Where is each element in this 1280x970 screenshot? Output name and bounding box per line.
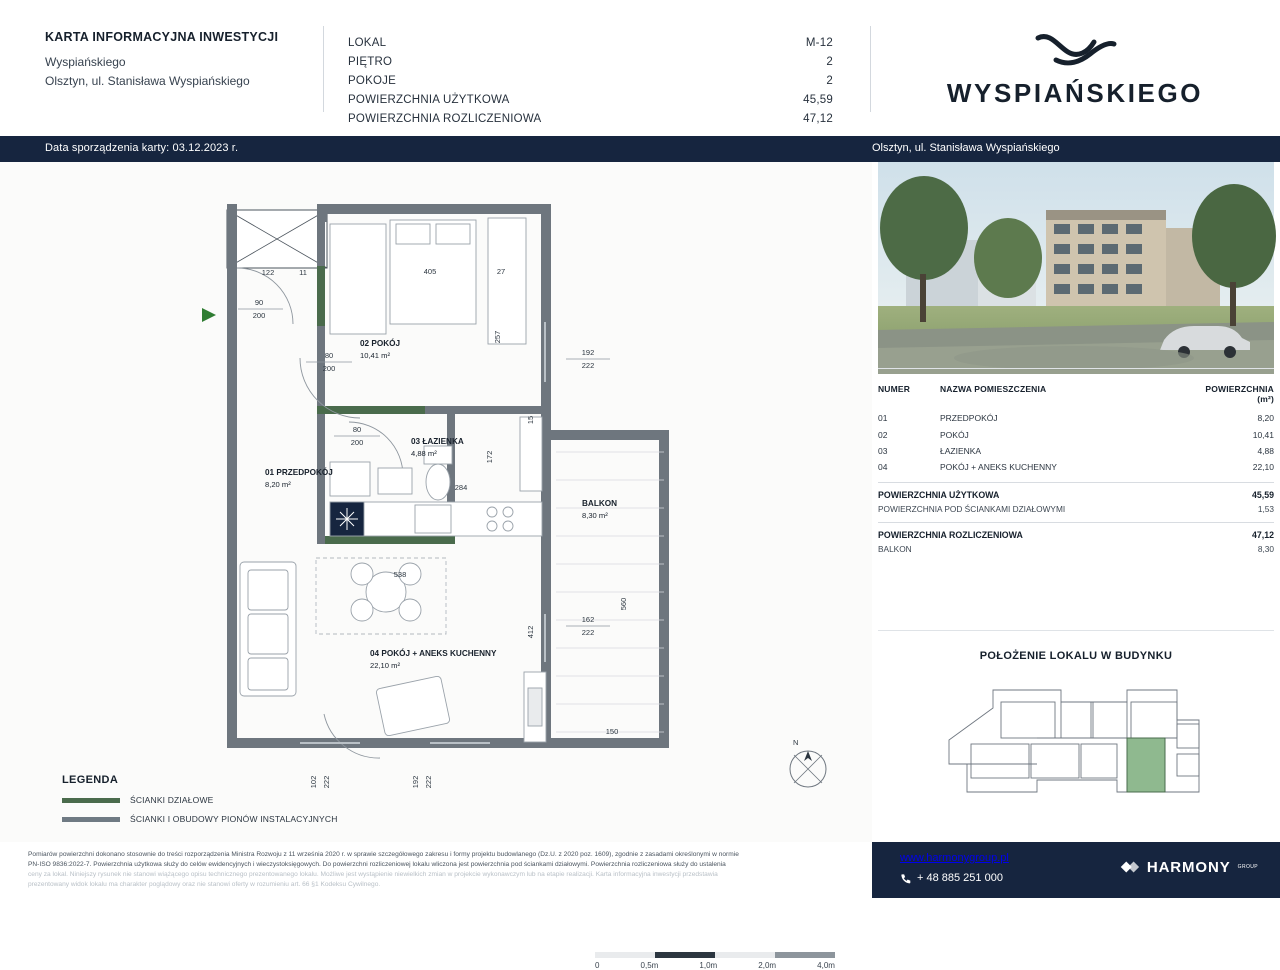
dim-405: 405	[423, 267, 437, 276]
dim-15: 15	[526, 415, 535, 425]
spec-row	[348, 90, 833, 109]
wyspianskiego-logo-icon	[905, 28, 1245, 72]
col-name: NAZWA POMIESZCZENIA	[940, 384, 1047, 394]
legend	[62, 774, 338, 824]
cell-area: 22,10	[1252, 462, 1274, 473]
settlement-area-value: 47,12	[1251, 529, 1274, 540]
dim-27: 27	[496, 267, 506, 276]
highlighted-unit	[1127, 738, 1165, 792]
building-rendering	[878, 162, 1274, 374]
scale-tick: 2,0m	[758, 961, 777, 970]
phone-number[interactable]	[900, 872, 1003, 884]
dim-80a: 80	[324, 351, 334, 360]
dim-192b: 192	[411, 775, 420, 789]
cell-number: 02	[878, 429, 888, 440]
balcony-label: BALKON	[878, 543, 912, 554]
legend-item	[62, 795, 338, 805]
website-link[interactable]: www.harmonygroup.pl	[900, 852, 1009, 864]
investment-name: Wyspiańskiego	[45, 55, 126, 69]
north-label: N	[793, 738, 799, 747]
spec-key: POWIERZCHNIA UŻYTKOWA	[348, 93, 510, 106]
usable-area-value: 45,59	[1251, 489, 1274, 500]
spec-row	[348, 71, 833, 90]
cell-name: POKÓJ + ANEKS KUCHENNY	[940, 462, 1057, 473]
scale-bar-labels	[595, 961, 835, 970]
cell-name: ŁAZIENKA	[940, 445, 982, 456]
dim-538: 538	[393, 570, 407, 579]
dim-90: 90	[254, 298, 264, 307]
room-label-03: 03 ŁAZIENKA	[411, 437, 464, 446]
cell-name: POKÓJ	[940, 429, 969, 440]
room-label-balkon: BALKON	[582, 499, 618, 508]
cell-area: 10,41	[1252, 429, 1274, 440]
dim-172: 172	[485, 450, 494, 464]
cell-area: 4,88	[1257, 445, 1274, 456]
room-area-02: 10,41 m²	[360, 351, 390, 360]
spec-key: POWIERZCHNIA ROZLICZENIOWA	[348, 112, 542, 125]
balcony-value: 8,30	[1257, 543, 1274, 554]
location-section	[878, 650, 1274, 804]
room-area-01: 8,20 m²	[265, 480, 291, 489]
spec-key: PIĘTRO	[348, 55, 393, 68]
dim-284: 284	[454, 483, 468, 492]
legal-disclaimer	[28, 850, 868, 890]
dim-200b: 200	[350, 438, 364, 447]
dim-222b: 222	[581, 628, 595, 637]
scale-tick: 0	[595, 961, 600, 970]
balcony-row	[878, 542, 1274, 556]
disclaimer-line: prezentowany widok lokalu ma charakter poglądowy oraz nie stanowi oferty w rozumieniu art. 66 §1 Kodeksu Cywilnego.	[28, 880, 381, 888]
header-left	[45, 30, 310, 90]
dim-11: 11	[299, 268, 307, 277]
divider-under-table	[878, 630, 1274, 631]
floor-plan-drawing	[0, 162, 872, 842]
rooms-table	[878, 384, 1274, 556]
header-divider-right	[870, 26, 871, 112]
spec-value: 45,59	[803, 93, 833, 106]
col-area: POWIERZCHNIA (m²)	[1205, 384, 1274, 404]
dim-200a: 200	[322, 364, 336, 373]
compass-icon	[790, 738, 826, 787]
table-row	[878, 426, 1274, 442]
phone-icon	[900, 873, 911, 884]
legend-label: ŚCIANKI DZIAŁOWE	[130, 795, 214, 805]
harmony-brand-name: HARMONY	[1146, 858, 1231, 876]
disclaimer-line: Pomiarów powierzchni dokonano stosownie do treści rozporządzenia Ministra Rozwoju z 11 września 2020 r. w sprawie szczegółowego zakresu i formy projektu budowlanego (Dz.U. z 2020 poz. 1609), zgodnie z zasadami określonymi w normie	[28, 851, 739, 858]
phone-text: + 48 885 251 000	[917, 872, 1003, 884]
legend-swatch-green	[62, 798, 120, 803]
dim-257: 257	[493, 330, 502, 344]
header	[0, 0, 1280, 136]
usable-area-row	[878, 482, 1274, 502]
legend-item	[62, 814, 338, 824]
spec-key: LOKAL	[348, 36, 387, 49]
spec-value: 47,12	[803, 112, 833, 125]
scale-tick: 1,0m	[699, 961, 718, 970]
table-row	[878, 443, 1274, 459]
dim-102: 102	[309, 775, 318, 789]
dim-122: 122	[261, 268, 275, 277]
scale-bar	[595, 952, 835, 970]
dim-222c: 222	[322, 775, 331, 789]
spec-row	[348, 33, 833, 52]
room-label-02: 02 POKÓJ	[360, 339, 401, 348]
partition-walls-value: 1,53	[1257, 503, 1274, 514]
scale-tick: 0,5m	[640, 961, 659, 970]
partition-walls-row	[878, 502, 1274, 516]
room-label-04: 04 POKÓJ + ANEKS KUCHENNY	[370, 649, 497, 658]
entrance-arrow-icon	[202, 308, 216, 322]
spec-row	[348, 52, 833, 71]
divider-under-render	[878, 368, 1274, 369]
right-column	[872, 162, 1280, 842]
table-row	[878, 459, 1274, 475]
table-header-row	[878, 384, 1274, 410]
table-row	[878, 410, 1274, 426]
spec-value: 2	[826, 55, 833, 68]
spec-key: POKOJE	[348, 74, 397, 87]
settlement-area-row	[878, 522, 1274, 542]
cell-name: PRZEDPOKÓJ	[940, 413, 998, 424]
partition-walls-label: POWIERZCHNIA POD ŚCIANKAMI DZIAŁOWYMI	[878, 503, 1066, 514]
contact-bar	[872, 842, 1280, 898]
spec-value: M-12	[805, 36, 833, 49]
unit-specs	[348, 33, 833, 128]
date-bar	[0, 136, 1280, 162]
dim-222: 222	[581, 361, 595, 370]
spec-row	[348, 109, 833, 128]
room-area-04: 22,10 m²	[370, 661, 400, 670]
dim-200: 200	[252, 311, 266, 320]
card-location: Olsztyn, ul. Stanisława Wyspiańskiego	[872, 142, 1060, 154]
dim-560: 560	[619, 597, 628, 611]
dim-162: 162	[581, 615, 595, 624]
usable-area-label: POWIERZCHNIA UŻYTKOWA	[878, 489, 1000, 500]
legend-swatch-gray	[62, 817, 120, 822]
settlement-area-label: POWIERZCHNIA ROZLICZENIOWA	[878, 529, 1023, 540]
legend-label: ŚCIANKI I OBUDOWY PIONÓW INSTALACYJNYCH	[130, 814, 338, 824]
cell-number: 04	[878, 462, 888, 473]
dim-192: 192	[581, 348, 595, 357]
scale-tick: 4,0m	[817, 961, 835, 970]
cell-number: 03	[878, 445, 888, 456]
harmony-brand-sup: GROUP	[1237, 864, 1258, 871]
dim-412: 412	[526, 625, 535, 639]
building-key-plan	[878, 680, 1274, 804]
harmony-mark-icon	[1118, 856, 1140, 878]
dim-150: 150	[605, 727, 619, 736]
room-area-balkon: 8,30 m²	[582, 511, 608, 520]
spec-value: 2	[826, 74, 833, 87]
cell-number: 01	[878, 413, 888, 424]
disclaimer-line: ceny za lokal. Niniejszy rysunek nie stanowi wiążącego opisu technicznego prezentowanego lokalu. Możliwe jest wystąpienie niewielkich zmian w projekcie wykonawczym lub na etapie realizacji. Karta informacyjna inwestycji przedstawia	[28, 870, 718, 878]
room-label-01: 01 PRZEDPOKÓJ	[265, 468, 333, 477]
header-divider-left	[323, 26, 324, 112]
legend-title: LEGENDA	[62, 774, 119, 786]
harmony-logo	[1118, 856, 1258, 878]
location-title: POŁOŻENIE LOKALU W BUDYNKU	[979, 650, 1173, 662]
header-subtitle	[45, 53, 310, 90]
card-date: Data sporządzenia karty: 03.12.2023 r.	[45, 142, 239, 154]
dim-80b: 80	[352, 425, 362, 434]
page-title: KARTA INFORMACYJNA INWESTYCJI	[45, 30, 279, 44]
brand-logo	[905, 28, 1245, 109]
investment-address: Olsztyn, ul. Stanisława Wyspiańskiego	[45, 73, 250, 88]
dim-222d: 222	[424, 775, 433, 789]
scale-bar-graphic	[595, 952, 835, 958]
brand-name: WYSPIAŃSKIEGO	[946, 78, 1204, 108]
cell-area: 8,20	[1257, 413, 1274, 424]
col-number: NUMER	[878, 384, 911, 394]
room-area-03: 4,88 m²	[411, 449, 437, 458]
footer	[0, 842, 1280, 905]
disclaimer-line: PN-ISO 9836:2022-7. Powierzchnia użytkowa służy do celów ewidencyjnych i wieczystoksięgowych. Do powierzchni rozliczeniowej lokalu wliczona jest powierzchnia pod ściankami działowymi. Powierzchnia rozliczeniowa służy do ustalenia	[28, 860, 726, 868]
